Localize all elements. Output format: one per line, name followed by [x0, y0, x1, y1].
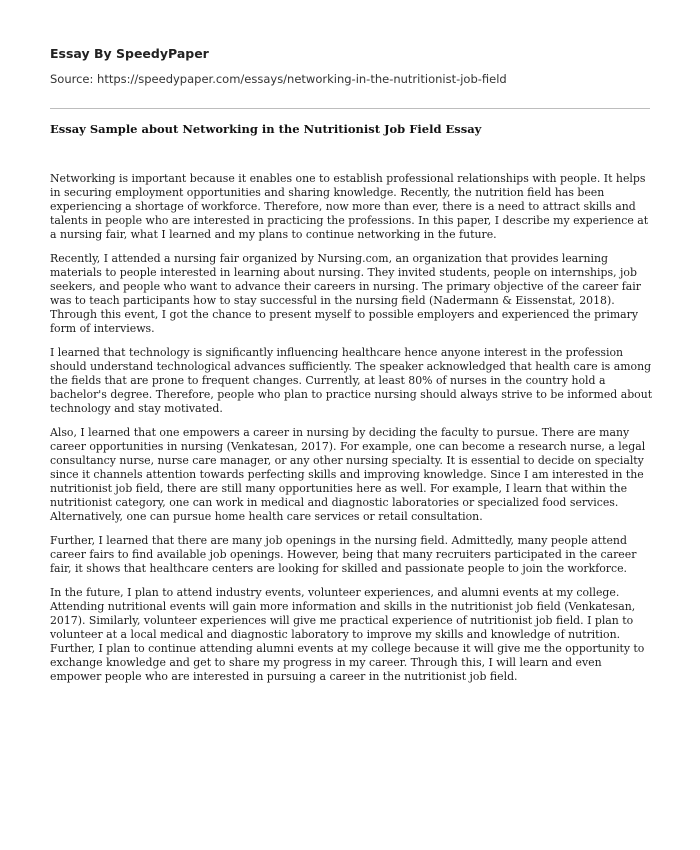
- essay-body: [50, 172, 654, 694]
- paragraph-5: Further, I learned that there are many job openings in the nursing field. Admittedly, many people attend career fairs to find available job openings. However, being that many recruiters participated in the career fair, it shows that healthcare centers are looking for skilled and passionate people to join the workforce.: [50, 534, 637, 575]
- paragraph-4: Also, I learned that one empowers a career in nursing by deciding the faculty to pursue. There are many career opportunities in nursing (Venkatesan, 2017). For example, one can become a research nurse, a legal consultancy nurse, nurse care manager, or any other nursing specialty. It is essential to decide on specialty since it channels attention towards perfecting skills and improving knowledge. Since I am interested in the nutritionist job field, there are still many opportunities here as well. For example, I learn that within the nutritionist category, one can work in medical and diagnostic laboratories or specialized food services. Alternatively, one can pursue home health care services or retail consultation.: [50, 426, 646, 523]
- paragraph-6: In the future, I plan to attend industry events, volunteer experiences, and alumni events at my college. Attending nutritional events will gain more information and skills in the nutritionist job field (Venkatesan, 2017). Similarly, volunteer experiences will give me practical experience of nutritionist job field. I plan to volunteer at a local medical and diagnostic laboratory to improve my skills and knowledge of nutrition. Further, I plan to continue attending alumni events at my college because it will give me the opportunity to exchange knowledge and get to share my progress in my career. Through this, I will learn and even empower people who are interested in pursuing a career in the nutritionist job field.: [50, 586, 645, 683]
- document-header-title: Essay By SpeedyPaper: [50, 46, 209, 61]
- paragraph-3: I learned that technology is significantly influencing healthcare hence anyone interest in the profession should understand technological advances sufficiently. The speaker acknowledged that health care is among the fields that are prone to frequent changes. Currently, at least 80% of nurses in the country hold a bachelor's degree. Therefore, people who plan to practice nursing should always strive to be informed about technology and stay motivated.: [50, 346, 653, 415]
- header-divider: [50, 108, 650, 109]
- source-line: Source: https://speedypaper.com/essays/networking-in-the-nutritionist-job-field: [50, 72, 507, 86]
- paragraph-2: Recently, I attended a nursing fair organized by Nursing.com, an organization that provides learning materials to people interested in learning about nursing. They invited students, people on internships, job seekers, and people who want to advance their careers in nursing. The primary objective of the career fair was to teach participants how to stay successful in the nursing field (Nadermann & Eissenstat, 2018). Through this event, I got the chance to present myself to possible employers and experienced the primary form of interviews.: [50, 252, 641, 335]
- paragraph-1: Networking is important because it enables one to establish professional relationships with people. It helps in securing employment opportunities and sharing knowledge. Recently, the nutrition field has been experiencing a shortage of workforce. Therefore, now more than ever, there is a need to attract skills and talents in people who are interested in practicing the professions. In this paper, I describe my experience at a nursing fair, what I learned and my plans to continue networking in the future.: [50, 172, 649, 241]
- essay-title: Essay Sample about Networking in the Nutritionist Job Field Essay: [50, 122, 482, 136]
